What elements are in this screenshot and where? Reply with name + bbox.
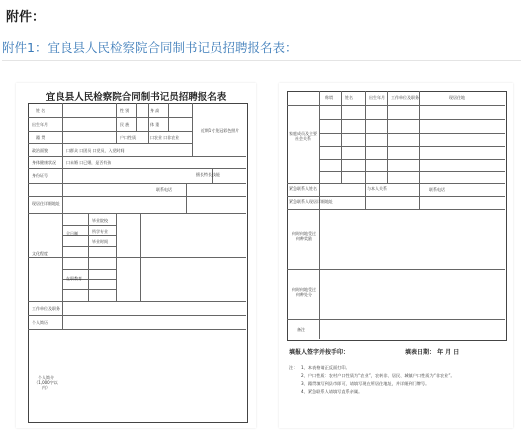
- label-weight: 体 重: [150, 122, 160, 127]
- label-ethnicity: 民 族: [120, 122, 130, 127]
- col-name: 姓名: [345, 95, 353, 100]
- col-addr: 现居住地: [449, 95, 465, 100]
- label-height: 身 高: [150, 108, 160, 113]
- label-emergency-addr: 紧急联系人现居详细地址: [289, 199, 333, 204]
- label-health: 身体健康状况: [32, 160, 56, 165]
- label-politics: 政治面貌: [32, 148, 48, 153]
- label-penalty: 何时何地受过何种处分: [292, 287, 316, 297]
- label-specialty: 擅长特长技能: [196, 172, 220, 177]
- form-page-front: [16, 83, 256, 428]
- label-parttime: 在职教育: [66, 276, 82, 281]
- label-gender: 性 别: [120, 108, 130, 113]
- label-awards: 何时何地受过何种奖励: [292, 231, 316, 241]
- note-4: 4、紧急联系人请填写直系亲属。: [301, 389, 363, 394]
- label-statement: 个人简介（1,000字以内）: [34, 375, 58, 390]
- label-relation: 与本人关系: [367, 186, 387, 191]
- label-native: 籍 贯: [36, 135, 46, 140]
- col-title: 称谓: [325, 95, 333, 100]
- politics-options: 口群众 口团员 口党员，入党时间: [66, 148, 125, 153]
- form-table-back: [287, 91, 507, 341]
- date-label: 填表日期： 年 月 日: [405, 349, 460, 356]
- col-unit: 工作单位及职务: [391, 95, 419, 100]
- note-3: 3、籍贯填写到县市即可，请填写现在所居住地址，并详细到门牌号。: [301, 381, 430, 386]
- label-family: 家庭成员及主要社会关系: [289, 131, 317, 141]
- note-prefix: 注：: [289, 365, 298, 370]
- form-page-back: [279, 83, 513, 428]
- label-work: 工作单位及职务: [32, 306, 60, 311]
- label-resume: 个人简历: [32, 320, 48, 325]
- label-id: 身份证号: [32, 173, 48, 178]
- attachment-header: 附件：: [6, 10, 46, 25]
- household-options: 口农业 口非农业: [150, 135, 180, 140]
- label-emergency-phone: 联系电话: [429, 187, 445, 192]
- label-emergency-name: 紧急联系人姓名: [289, 186, 317, 191]
- label-phone: 联系电话: [156, 187, 172, 192]
- label-time: 毕业时间: [92, 239, 108, 244]
- note-2: 2、户口性质：农村户口性质为“农业”，农转非、居民、城镇户口性质为“非农业”。: [301, 373, 455, 378]
- label-grad: 毕业院校: [92, 218, 108, 223]
- label-major: 所学专业: [92, 229, 108, 234]
- label-fulltime: 全日制: [66, 231, 78, 236]
- label-edu: 文化程度: [32, 251, 48, 256]
- label-remarks: 备注: [297, 327, 305, 332]
- label-birth: 出生年月: [32, 122, 48, 127]
- marital-options: 口未婚 口已婚，是否有孩: [66, 160, 112, 165]
- label-household: 户口性质: [120, 135, 136, 140]
- form-image: [2, 60, 521, 436]
- signature-label: 填报人签字并按手印：: [289, 349, 350, 356]
- col-birth: 出生年月: [369, 95, 385, 100]
- label-name: 姓 名: [36, 108, 46, 113]
- attachment-1-link[interactable]: 附件1：宜良县人民检察院合同制书记员招聘报名表：: [2, 40, 298, 55]
- note-1: 1、本表格请正反面打印。: [301, 365, 350, 370]
- form-title: 宜良县人民检察院合同制书记员招聘报名表: [45, 92, 227, 103]
- photo-placeholder: 近期1寸免冠彩色照片: [200, 128, 240, 133]
- form-table-front: [28, 103, 248, 423]
- label-address: 现居住详细地址: [32, 201, 60, 206]
